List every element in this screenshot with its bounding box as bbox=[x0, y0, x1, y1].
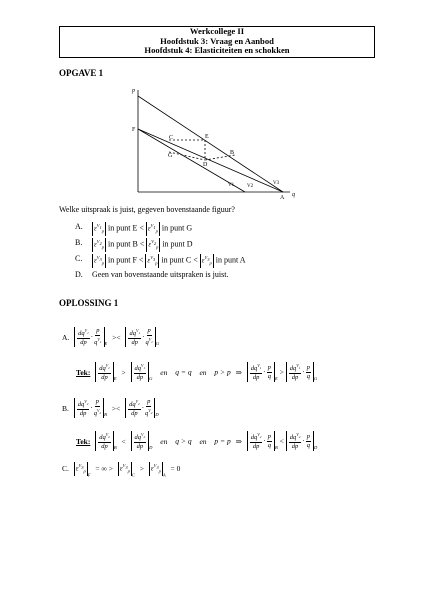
curve-v2 bbox=[138, 129, 283, 192]
label-d: D bbox=[203, 162, 208, 168]
label-c: C bbox=[169, 135, 174, 141]
label-g: G bbox=[168, 153, 173, 159]
header-line-3: Hoofdstuk 4: Elasticiteiten en schokken bbox=[144, 45, 290, 56]
label-v2: V2 bbox=[247, 184, 254, 189]
label-v3: V3 bbox=[273, 181, 280, 186]
label-v1: V1 bbox=[228, 183, 235, 188]
solution-c-line: C. $\varepsilon^{V_3}_{pF}$ = ∞ > $\varepsilon^{V_3}_{pC} > \varepsilon^{V_3}_{pA} = 0$ bbox=[62, 463, 181, 478]
curve-v3 bbox=[138, 96, 283, 192]
solution-b-line: B. $dq^{V_2}$ dp · $\frac{p}{q^{V_2}}$ $_B$ >< $dq^{V_2}$ dp · $\frac{p}{q^{V_2}}$ $_D$ bbox=[62, 398, 159, 418]
opgave-title: OPGAVE 1 bbox=[59, 68, 104, 78]
demand-figure bbox=[125, 82, 305, 202]
header-box bbox=[59, 26, 375, 58]
solution-b-tek: Tek: $dq^{V_2}$ dp $_B$ < $dq^{V_2}$ dp $_D$ en q > q en p = p ⇒ $dq^{V_2}$ dp · $\frac{p}{q}$ $_B$ < $dq^{V_2}$ dp · $\frac{p}{q}$ $_D$ bbox=[76, 432, 318, 451]
question-text: Welke uitspraak is juist, gegeven bovenstaande figuur? bbox=[59, 205, 235, 214]
solution-a-tek: Tek: $dq^{V_1}$ dp $_E$ > $dq^{V_1}$ dp $_G$ en q = q en p > p ⇒ $dq^{V_1}$ dp · $\frac{p}{q}$ $_E$ > $dq^{V_1}$ dp · $\frac{p}{q}$ $_G$ bbox=[76, 363, 318, 382]
solution-a-line: A. $dq^{V_1}$ dp · $\frac{p}{q^{V_1}}$ $_E$ >< $dq^{V_1}$ dp · $\frac{p}{q^{V_1}}$ $_G$ bbox=[62, 327, 160, 347]
header-line-1: Werkcollege II bbox=[189, 26, 245, 36]
label-e: E bbox=[205, 134, 209, 140]
label-p: p bbox=[132, 88, 135, 94]
header-line-2: Hoofdstuk 3: Vraag en Aanbod bbox=[160, 35, 274, 46]
oplossing-title: OPLOSSING 1 bbox=[59, 298, 119, 308]
label-b: B bbox=[230, 150, 235, 156]
label-a: A bbox=[280, 195, 285, 201]
label-f: F bbox=[132, 127, 136, 133]
label-q: q bbox=[292, 192, 295, 198]
